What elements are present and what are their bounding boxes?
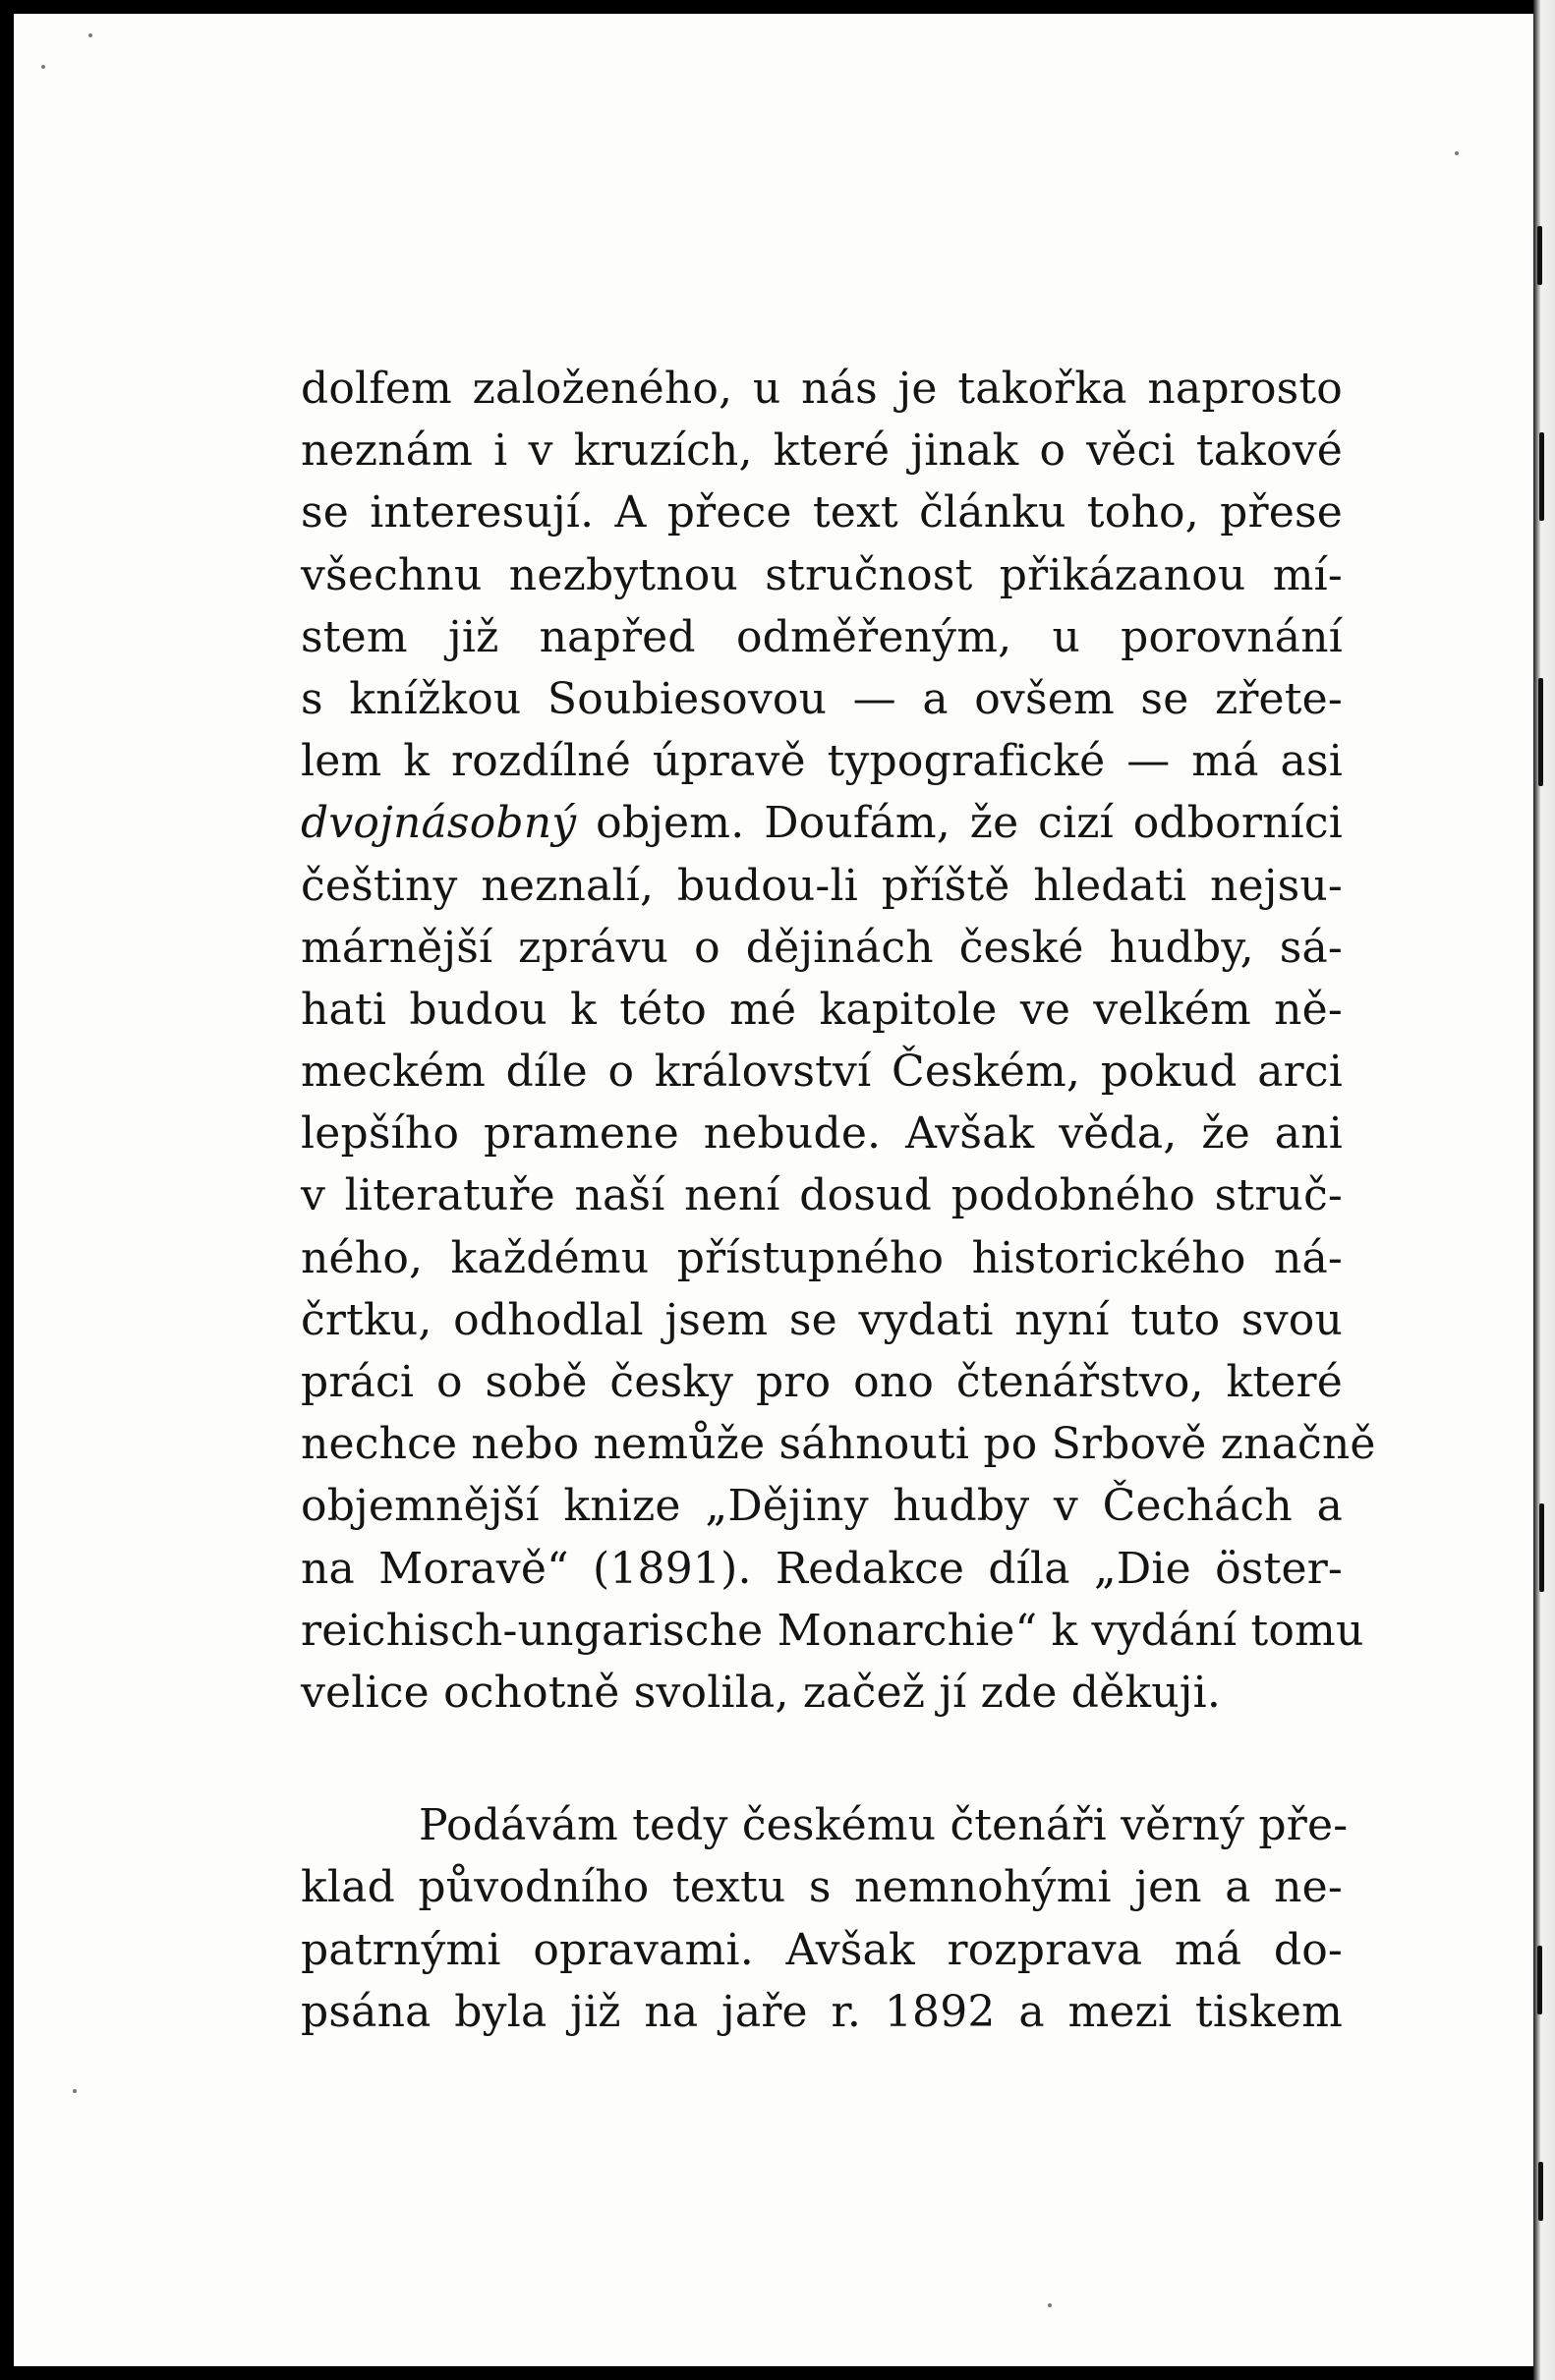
text-line: objemnější knize „Dějiny hudby v Čechách a: [301, 1481, 1343, 1532]
text-line: češtiny neznalí, budou-li příště hledati nejsu-: [301, 860, 1343, 911]
edge-shadow-mark: [1539, 432, 1544, 521]
scanned-page: [14, 14, 1533, 2366]
text-line: nechce nebo nemůže sáhnouti po Srbově značně: [301, 1419, 1376, 1470]
text-line: s knížkou Soubiesovou — a ovšem se zřete-: [301, 673, 1343, 724]
text-line: lem k rozdílné úpravě typografické — má asi: [301, 736, 1343, 787]
text-line: psána byla již na jaře r. 1892 a mezi tiskem: [301, 1986, 1343, 2037]
text-line: klad původního textu s nemnohými jen a ne-: [301, 1862, 1343, 1913]
edge-shadow-mark: [1537, 1946, 1542, 2014]
text-line: Podávám tedy českému čtenáři věrný pře-: [419, 1800, 1349, 1851]
paragraph-gap: [301, 1724, 1343, 1794]
text-line: patrnými opravami. Avšak rozprava má do-: [301, 1924, 1343, 1975]
body-text: [301, 358, 1376, 2043]
paragraph-1: [301, 358, 1376, 1724]
edge-shadow-mark: [1538, 2162, 1543, 2221]
text-line: všechnu nezbytnou stručnost přikázanou mí-: [301, 549, 1343, 600]
text-line: márnější zprávu o dějinách české hudby, sá-: [301, 922, 1343, 973]
scan-speck: [88, 33, 92, 37]
scan-speck: [41, 65, 45, 69]
text-line: ného, každému přístupného historického ná-: [301, 1232, 1343, 1283]
text-line: na Moravě“ (1891). Redakce díla „Die öster-: [301, 1543, 1343, 1594]
text-line: neznám i v kruzích, které jinak o věci takové: [301, 425, 1343, 477]
edge-shadow-mark: [1538, 678, 1543, 786]
text-line: velice ochotně svolila, začež jí zde děkuji.: [301, 1667, 1222, 1718]
scan-speck: [73, 2089, 77, 2093]
text-line: v literatuře naší není dosud podobného struč-: [301, 1170, 1343, 1221]
text-line: črtku, odhodlal jsem se vydati nyní tuto svou: [301, 1294, 1343, 1345]
paragraph-2: [301, 1794, 1349, 2043]
text-line: se interesují. A přece text článku toho, přese: [301, 487, 1343, 538]
edge-shadow-mark: [1537, 226, 1542, 285]
scan-page-edge: [1533, 0, 1555, 2380]
italic-emphasis: dvojnásobný: [301, 798, 577, 849]
scan-speck: [1455, 151, 1459, 155]
scan-speck: [1048, 2303, 1052, 2307]
text-line: lepšího pramene nebude. Avšak věda, že ani: [301, 1108, 1343, 1160]
text-line: dolfem založeného, u nás je takořka naprosto: [301, 364, 1343, 414]
text-line: reichisch-ungarische Monarchie“ k vydání tomu: [301, 1605, 1364, 1656]
edge-shadow-mark: [1539, 1503, 1544, 1592]
text-line: meckém díle o království Českém, pokud arci: [301, 1047, 1343, 1098]
text-line: stem již napřed odměřeným, u porovnání: [301, 611, 1343, 662]
text-line: práci o sobě česky pro ono čtenářstvo, které: [301, 1357, 1343, 1407]
text-line: dvojnásobný objem. Doufám, že cizí odborníci: [301, 798, 1343, 849]
text-line: hati budou k této mé kapitole ve velkém ně-: [301, 984, 1343, 1035]
